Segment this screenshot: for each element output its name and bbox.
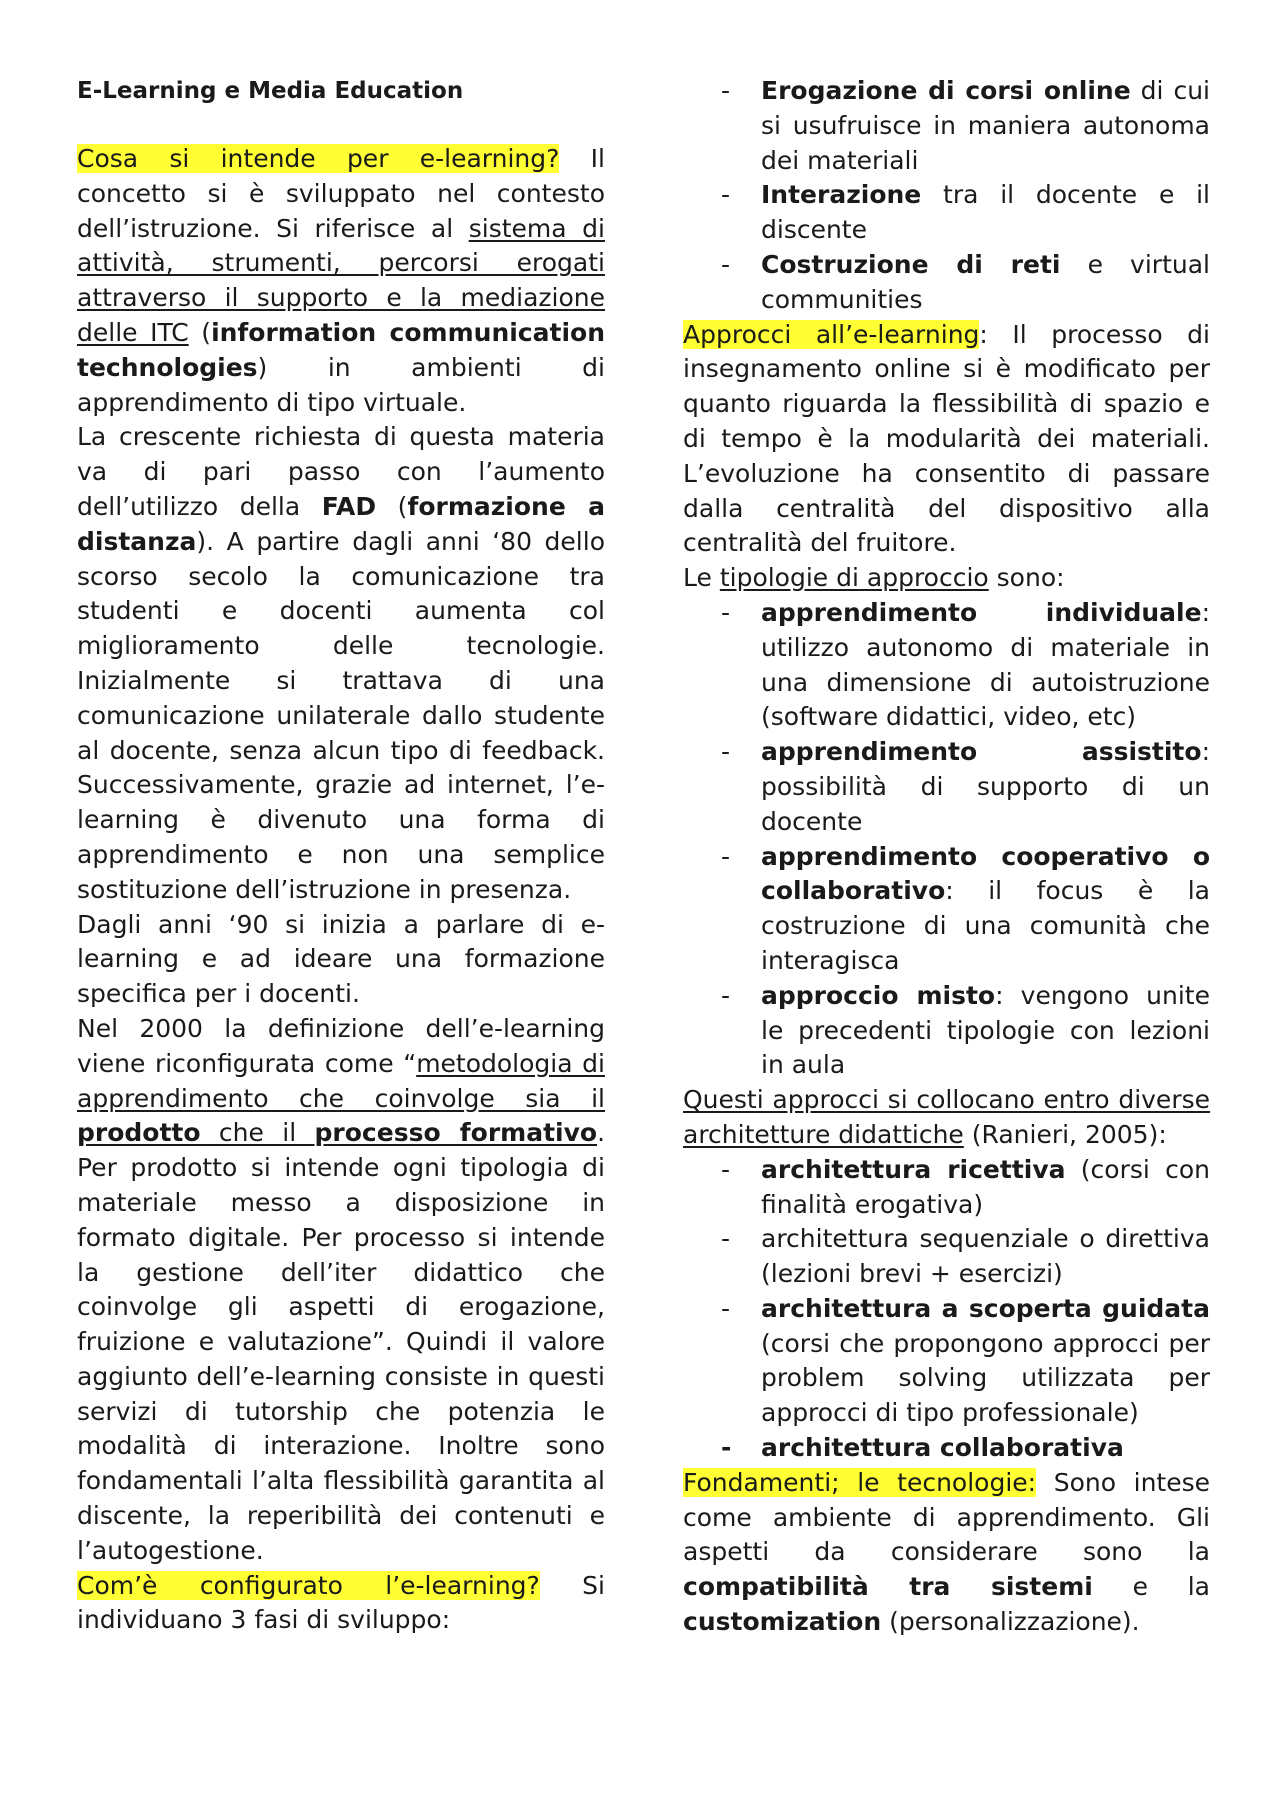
list-item [761,1153,1210,1223]
text: Sono intese come ambiente di apprendimento. Gli aspetti da considerare sono la [683,1467,1211,1567]
text: (corsi con finalità erogativa) [761,1154,1210,1219]
list-item [761,979,1210,1083]
bold-term: customization [683,1607,882,1637]
underlined-text: Questi approcci si collocano entro diverse architetture didattiche [683,1085,1210,1149]
bold-term: architettura collaborativa [761,1433,1124,1463]
list-item [761,840,1210,979]
paragraph-technologies [683,1466,1210,1640]
bold-term: Interazione [761,180,922,210]
document-title: E-Learning e Media Education [77,78,464,104]
bold-term: formazione a distanza [77,491,606,556]
text: : possibilità di supporto di un docente [761,737,1210,836]
bold-term: processo formativo [314,1118,598,1148]
phases-list [683,74,1210,318]
bold-term: architettura ricettiva [761,1154,1066,1184]
text: tra il docente e il discente [761,180,1210,245]
left-column [77,74,605,1638]
bold-term: FAD [321,491,377,521]
bold-term: approccio misto [761,980,996,1010]
paragraph-definition [77,142,605,420]
bold-term: prodotto [77,1118,201,1148]
underlined-text: sistema di attività, strumenti, percorsi erogati attraverso il supporto e la mediazione delle ITC [77,213,605,347]
text: sono: [988,563,1065,593]
text: (Ranieri, 2005): [963,1119,1167,1149]
bold-term: apprendimento cooperativo o collaborativo [761,841,1210,906]
text: : vengono unite le precedenti tipologie con lezioni in aula [761,980,1210,1080]
text: metodologia di apprendimento che coinvolge sia il [77,1048,605,1113]
text: : il focus è la costruzione di una comunità che interagisca [761,876,1210,975]
text: e la [1092,1572,1210,1602]
text: (corsi che propongono approcci per problem solving utilizzata per approcci di tipo professionale) [761,1328,1210,1428]
list-item [761,1431,1210,1466]
bold-term: Costruzione di reti [761,249,1061,279]
highlighted-question: Com’è configurato l’e-learning? [77,1570,540,1600]
text: di cui si usufruisce in maniera autonoma dei materiali [761,76,1210,175]
text: e virtual communities [761,249,1210,314]
highlighted-question: Cosa si intende per e-learning? [77,144,560,173]
list-item [761,248,1210,318]
highlighted-heading: Fondamenti; le tecnologie: [683,1467,1037,1497]
text: Nel 2000 la definizione dell’e-learning viene riconfigurata come “ [77,1013,605,1078]
underlined-text: tipologie di approccio [719,563,989,593]
text: ) in ambienti di apprendimento di tipo virtuale. [77,352,605,417]
text: Si individuano 3 fasi di sviluppo: [77,1570,605,1635]
highlighted-heading: Approcci all’e-learning [683,319,980,349]
paragraph-nineties: Dagli anni ‘90 si inizia a parlare di e-learning e ad ideare una formazione specifica per i docenti. [77,909,605,1009]
text: (personalizzazione). [881,1607,1140,1637]
bold-term: apprendimento assistito [761,737,1202,767]
list-item [761,178,1210,248]
list-item [761,74,1210,178]
text: La crescente richiesta di questa materia va di pari passo con l’aumento dell’utilizzo della [77,422,605,521]
paragraph-approaches [683,318,1210,562]
text: ( [376,491,408,521]
text: che il [200,1118,315,1148]
text: : utilizzo autonomo di materiale in una dimensione di autoistruzione (software didattici, video, etc) [761,597,1210,732]
text: : Il processo di insegnamento online si è modificato per quanto riguarda la flessibilità di spazio e di tempo è la modularità dei materiali. L’evoluzione ha consentito di passare dalla centralità del dispositivo alla centralità del fruitore. [683,319,1210,558]
bold-term: compatibilità tra sistemi [683,1572,1093,1602]
paragraph-configuration [77,1569,605,1639]
approaches-list [683,596,1210,1083]
paragraph-approach-types [683,561,1210,596]
text: Le [683,563,720,593]
right-column [683,74,1210,1640]
bold-term: information communication technologies [77,317,605,382]
paragraph-architectures [683,1083,1210,1153]
text: ). A partire dagli anni ‘80 dello scorso secolo la comunicazione tra studenti e docenti aumenta col miglioramento delle tecnologie. Inizialmente si trattava di una comunicazione unilaterale dallo studente al docente, senza alcun tipo di feedback. Successivamente, grazie ad internet, l’e-learning è divenuto una forma di apprendimento e non una semplice sostituzione dell’istruzione in presenza. [77,526,605,904]
text: architettura sequenziale o direttiva (lezioni brevi + esercizi) [761,1224,1210,1289]
paragraph-fad [77,420,605,907]
text: . Per prodotto si intende ogni tipologia di materiale messo a disposizione in formato digitale. Per processo si intende la gestione dell’iter didattico che coinvolge gli aspetti di erogazione, fruizione e valutazione”. Quindi il valore aggiunto dell’e-learning consiste in questi servizi di tutorship che potenzia le modalità di interazione. Inoltre sono fondamentali l’alta flessibilità garantita al discente, la reperibilità dei contenuti e l’autogestione. [77,1118,606,1565]
text: ( [188,317,212,347]
list-item [761,1222,1210,1292]
list-item [761,1292,1210,1431]
bold-term: apprendimento individuale [761,597,1202,627]
text: Il concetto si è sviluppato nel contesto dell’istruzione. Si riferisce al [77,144,605,243]
bold-term: Erogazione di corsi online [761,76,1131,105]
architectures-list [683,1153,1210,1466]
list-item [761,735,1210,839]
bold-term: architettura a scoperta guidata [761,1293,1210,1323]
paragraph-definition-2000 [77,1012,605,1569]
list-item [761,596,1210,735]
